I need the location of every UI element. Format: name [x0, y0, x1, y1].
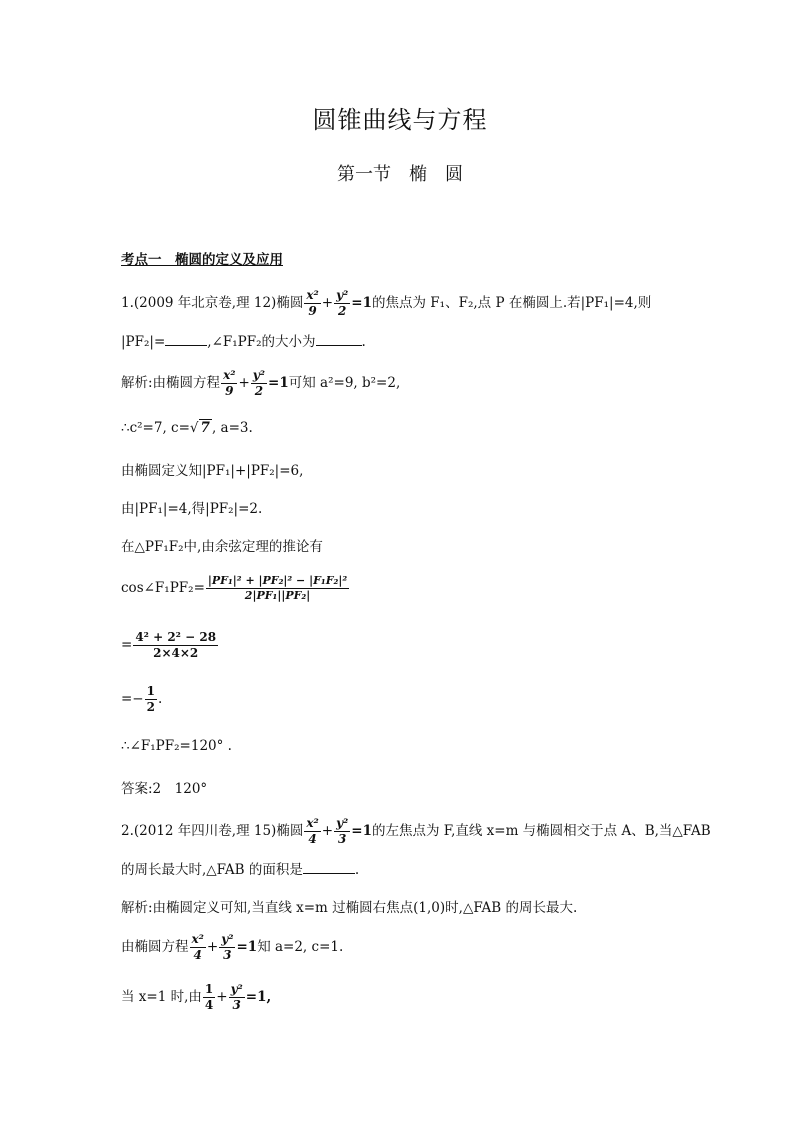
section-subtitle: 第一节 椭 圆 — [337, 164, 463, 185]
fraction: $\frac{\text{x²}}{9}$ — [306, 288, 319, 318]
solution-2-line-3: 当 x=1 时,由 $\frac{1}{4}$ + $\frac{\text{y²}}{3}$ =1, — [121, 982, 272, 1012]
solution-1-line-6: cos∠F₁PF₂= $\frac{\text{|PF₁|² + |PF₂|² − |F₁F₂|²}}{\text{2|PF₁||PF₂|}}$ — [121, 574, 348, 602]
fraction: $\frac{\text{4² + 2² − 28}}{2\times 4\times 2}$ — [135, 630, 217, 660]
square-root: √ 7 — [189, 420, 210, 436]
topic-heading: 考点一 椭圆的定义及应用 — [121, 252, 283, 268]
fraction: $\frac{1}{2}$ — [146, 684, 155, 714]
fraction: $\frac{\text{y²}}{3}$ — [336, 816, 349, 846]
page-title: 圆锥曲线与方程 — [312, 106, 488, 134]
answer-blank[interactable] — [303, 872, 355, 874]
problem-1-line-2: |PF₂|= ,∠F₁PF₂的大小为 . — [121, 334, 366, 350]
fraction: $\frac{\text{y²}}{3}$ — [221, 932, 234, 962]
solution-1-line-4: 由|PF₁|=4,得|PF₂|=2. — [121, 501, 263, 517]
problem-2-line-2: 的周长最大时,△FAB 的面积是 . — [121, 862, 360, 878]
solution-2-line-2: 由椭圆方程 $\frac{\text{x²}}{4}$ + $\frac{\text{y²}}{3}$ =1知 a=2, c=1. — [121, 932, 344, 962]
solution-1-line-8: =− $\frac{1}{2}$ . — [121, 684, 163, 714]
solution-1-line-5: 在△PF₁F₂中,由余弦定理的推论有 — [121, 539, 323, 555]
problem-1-line-1: 1.(2009 年北京卷,理 12)椭圆 $\frac{\text{x²}}{9}$ + $\frac{\text{y²}}{2}$ =1的焦点为 F₁、F₂,点 P 在椭圆上.若|PF₁|=4,则 — [121, 288, 652, 318]
problem-2-line-1: 2.(2012 年四川卷,理 15)椭圆 $\frac{\text{x²}}{4}$ + $\frac{\text{y²}}{3}$ =1的左焦点为 F,直线 x=m 与椭圆相交于点 A、B,当△FAB — [121, 816, 711, 846]
fraction: $\frac{\text{x²}}{4}$ — [306, 816, 319, 846]
fraction: $\frac{\text{y²}}{2}$ — [336, 288, 349, 318]
fraction: $\frac{\text{x²}}{4}$ — [191, 932, 204, 962]
fraction: $\frac{\text{y²}}{2}$ — [252, 368, 266, 398]
solution-1-line-9: ∴∠F₁PF₂=120° . — [121, 738, 232, 754]
solution-1-line-1: 解析:由椭圆方程 $\frac{\text{x²}}{9}$ + $\frac{\text{y²}}{2}$ =1可知 a²=9, b²=2, — [121, 368, 401, 398]
fraction: $\frac{1}{4}$ — [204, 982, 214, 1012]
answer-blank[interactable] — [316, 344, 362, 346]
answer-1: 答案:2 120° — [121, 781, 208, 797]
fraction: $\frac{\text{|PF₁|² + |PF₂|² − |F₁F₂|²}}{\text{2|PF₁||PF₂|}}$ — [207, 574, 348, 602]
answer-blank[interactable] — [165, 344, 207, 346]
solution-2-line-1: 解析:由椭圆定义可知,当直线 x=m 过椭圆右焦点(1,0)时,△FAB 的周长最大. — [121, 900, 578, 916]
solution-1-line-3: 由椭圆定义知|PF₁|+|PF₂|=6, — [121, 463, 304, 479]
fraction: $\frac{\text{y²}}{3}$ — [230, 982, 243, 1012]
solution-1-line-7: = $\frac{\text{4² + 2² − 28}}{2\times 4\times 2}$ — [121, 630, 217, 660]
fraction: $\frac{\text{x²}}{9}$ — [223, 368, 236, 398]
solution-1-line-2: ∴c²=7, c=√ 7 , a=3. — [121, 420, 253, 436]
